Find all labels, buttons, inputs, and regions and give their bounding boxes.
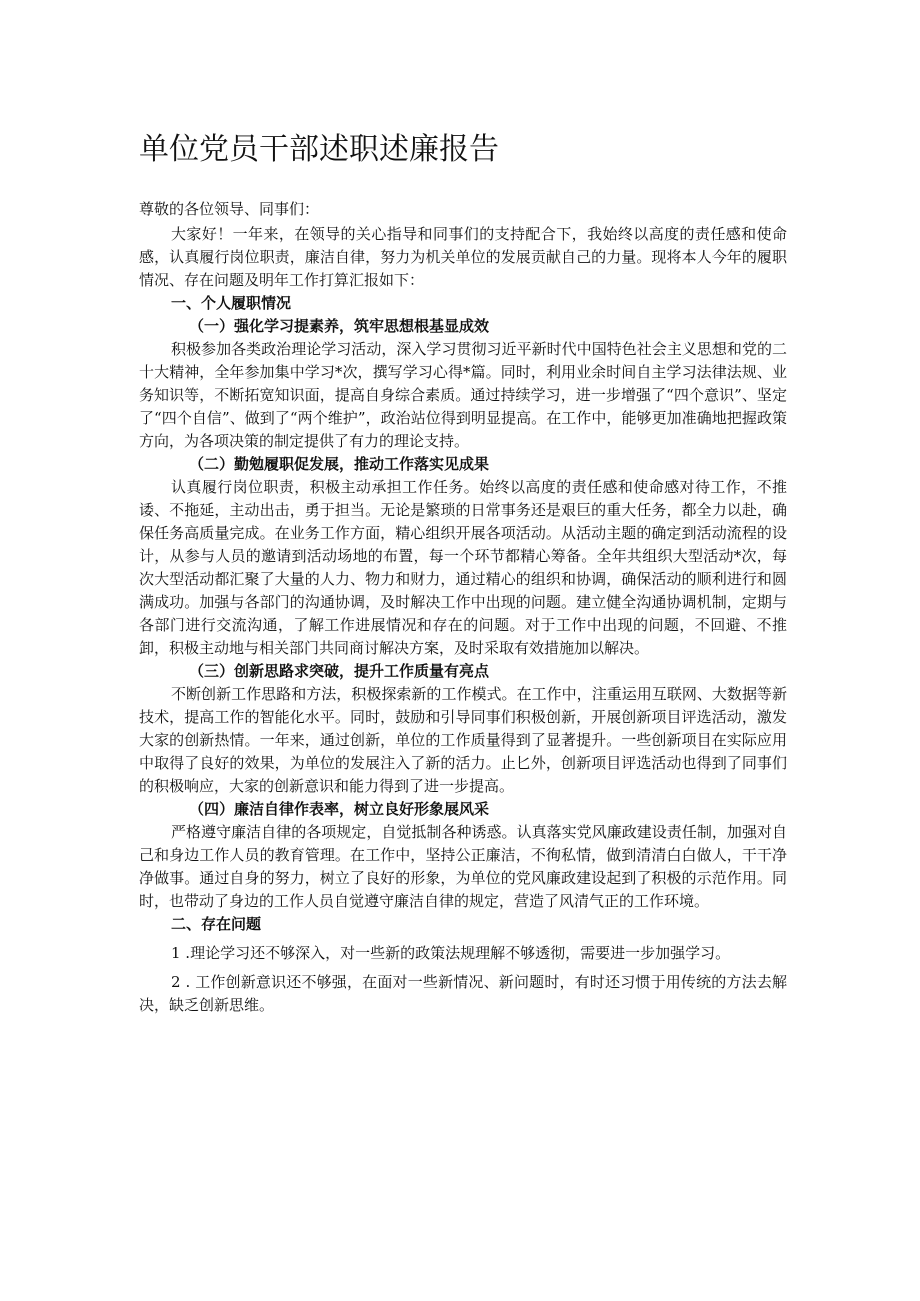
subsection-heading-integrity: （四）廉洁自律作表率，树立良好形象展风采 — [189, 800, 490, 818]
problem-item: 2 . 工作创新意识还不够强，在面对一些新情况、新问题时，有时还习惯于用传统的方法去解决，缺乏创新思维。 — [139, 973, 787, 1014]
subsection-heading-innovation: （三）创新思路求突破，提升工作质量有亮点 — [189, 662, 490, 680]
document-page — [139, 118, 787, 1021]
intro-paragraph: 大家好！一年来，在领导的关心指导和同事们的支持配合下，我始终以高度的责任感和使命感，认真履行岗位职责，廉洁自律，努力为机关单位的发展贡献自己的力量。现将本人今年的履职情况、存在问题及明年工作打算汇报如下： — [139, 225, 787, 289]
salutation: 尊敬的各位领导、同事们： — [139, 200, 320, 218]
subsection-heading-duty: （二）勤勉履职促发展，推动工作落实见成果 — [189, 455, 490, 473]
subsection-body-duty: 认真履行岗位职责，积极主动承担工作任务。始终以高度的责任感和使命感对待工作，不推诿、不拖延，主动出击，勇于担当。无论是繁琐的日常事务还是艰巨的重大任务，都全力以赴，确保任务高质量完成。在业务工作方面，精心组织开展各项活动。从活动主题的确定到活动流程的设计，从参与人员的邀请到活动场地的布置，每一个环节都精心筹备。全年共组织大型活动*次，每次大型活动都汇聚了大量的人力、物力和财力，通过精心的组织和协调，确保活动的顺利进行和圆满成功。加强与各部门的沟通协调，及时解决工作中出现的问题。建立健全沟通协调机制，定期与各部门进行交流沟通，了解工作进展情况和存在的问题。对于工作中出现的问题，不回避、不推卸，积极主动地与相关部门共同商讨解决方案，及时采取有效措施加以解决。 — [139, 478, 787, 657]
subsection-heading-study: （一）强化学习提素养，筑牢思想根基显成效 — [189, 317, 490, 335]
subsection-body-study: 积极参加各类政治理论学习活动，深入学习贯彻习近平新时代中国特色社会主义思想和党的二十大精神，全年参加集中学习*次，撰写学习心得*篇。同时，利用业余时间自主学习法律法规、业务知识等，不断拓宽知识面，提高自身综合素质。通过持续学习，进一步增强了“四个意识”、坚定了“四个自信”、做到了“两个维护”，政治站位得到明显提高。在工作中，能够更加准确地把握政策方向，为各项决策的制定提供了有力的理论支持。 — [139, 340, 787, 450]
page-title: 单位党员干部述职述廉报告 — [139, 132, 499, 167]
section-heading-performance: 一、个人履职情况 — [171, 294, 292, 312]
subsection-body-innovation: 不断创新工作思路和方法，积极探索新的工作模式。在工作中，注重运用互联网、大数据等新技术，提高工作的智能化水平。同时，鼓励和引导同事们积极创新，开展创新项目评选活动，激发大家的创新热情。一年来，通过创新，单位的工作质量得到了显著提升。一些创新项目在实际应用中取得了良好的效果，为单位的发展注入了新的活力。止匕外，创新项目评选活动也得到了同事们的积极响应，大家的创新意识和能力得到了进一步提高。 — [139, 685, 787, 795]
problem-item: 1 .理论学习还不够深入，对一些新的政策法规理解不够透彻，需要进一步加强学习。 — [171, 944, 731, 962]
subsection-body-integrity: 严格遵守廉洁自律的各项规定，自觉抵制各种诱惑。认真落实党风廉政建设责任制，加强对自己和身边工作人员的教育管理。在工作中，坚持公正廉洁，不徇私情，做到清清白白做人，干干净净做事。通过自身的努力，树立了良好的形象，为单位的党风廉政建设起到了积极的示范作用。同时，也带动了身边的工作人员自觉遵守廉洁自律的规定，营造了风清气正的工作环境。 — [139, 823, 787, 910]
section-heading-problems: 二、存在问题 — [171, 915, 262, 933]
